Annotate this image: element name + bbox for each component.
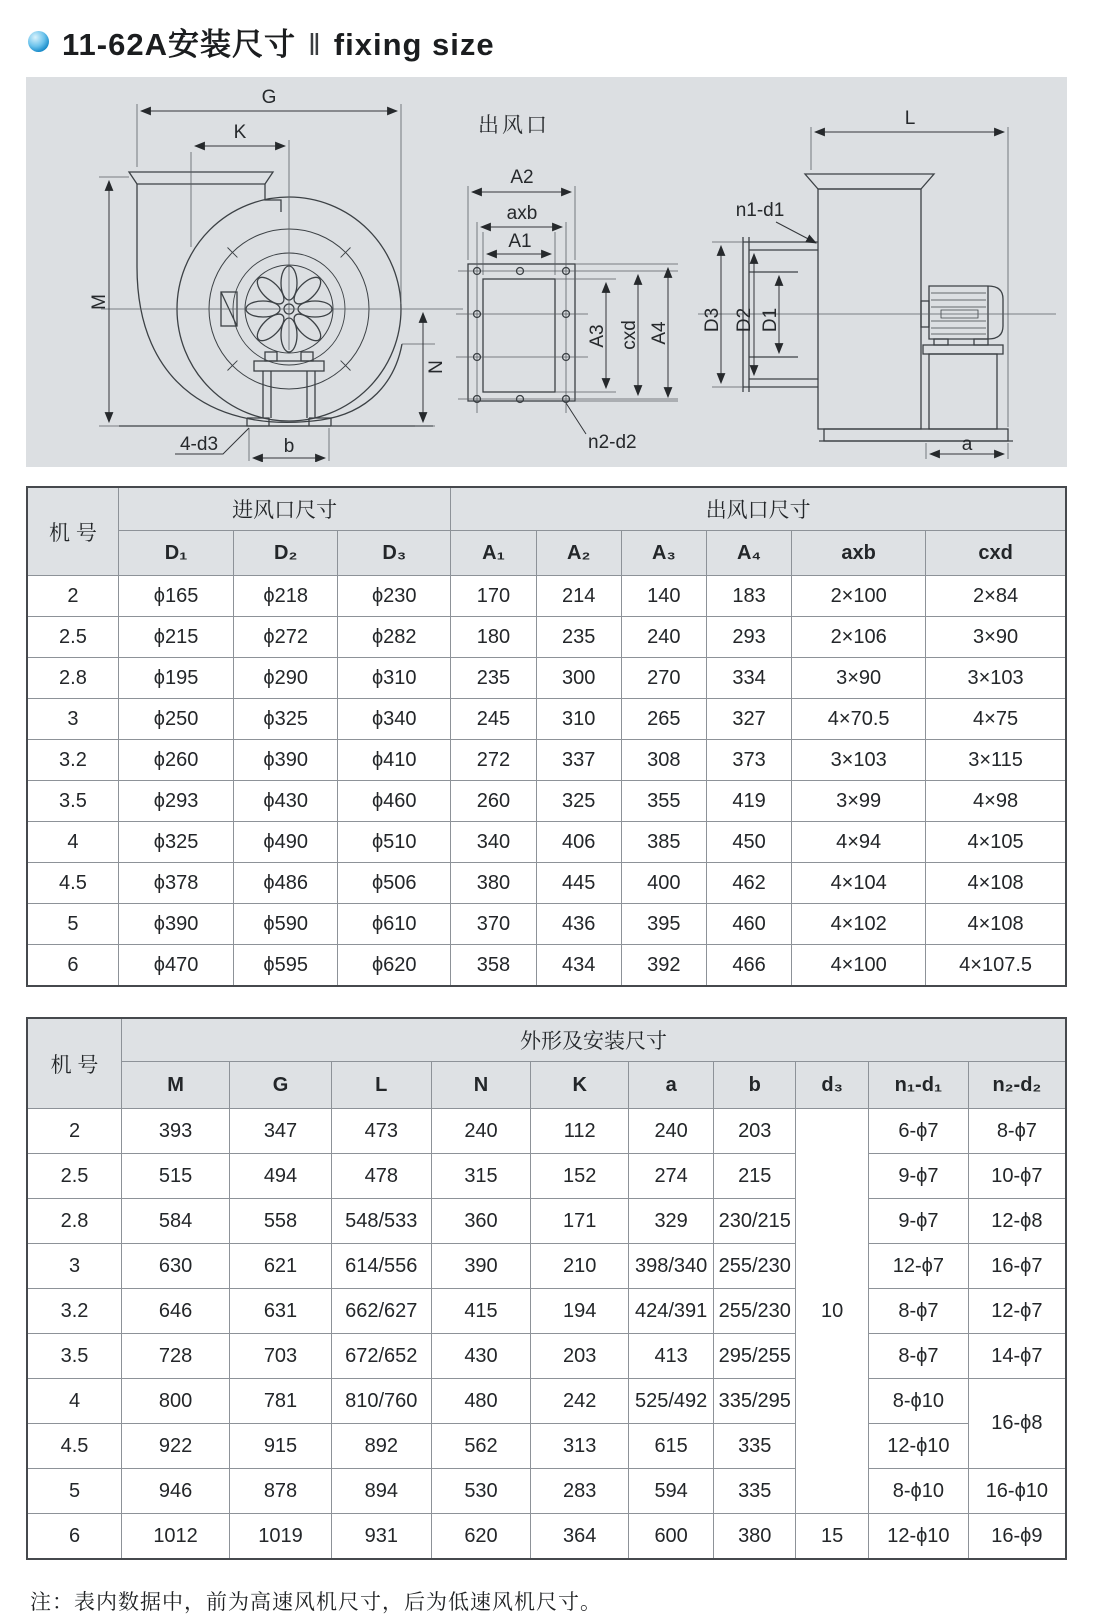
- dim-label-b: b: [283, 436, 295, 457]
- table-cell: 946: [122, 1469, 230, 1514]
- dim-label-a1: A1: [508, 231, 532, 252]
- table-cell: 4×94: [792, 822, 926, 863]
- table-cell: 295/255: [714, 1334, 796, 1379]
- dim-label-n1-d1: n1-d1: [735, 200, 785, 221]
- table-cell: 4×98: [926, 781, 1066, 822]
- table-cell: 419: [706, 781, 791, 822]
- table-cell: 413: [629, 1334, 714, 1379]
- table-cell: 810/760: [331, 1379, 431, 1424]
- table-cell: 415: [431, 1289, 531, 1334]
- table-cell: 10: [796, 1109, 869, 1514]
- table-cell: ϕ490: [234, 822, 338, 863]
- table-row: [27, 1154, 1066, 1199]
- fan-scroll-dimensions: [109, 111, 423, 458]
- table-cell: 2.5: [27, 617, 118, 658]
- fan-motor-side-view-drawing: [678, 82, 1067, 462]
- dim-label-n: N: [426, 360, 447, 374]
- table-cell: ϕ230: [338, 576, 451, 617]
- table-row: [27, 1244, 1066, 1289]
- table-cell: 240: [431, 1109, 531, 1154]
- table-cell: 12-ϕ10: [869, 1424, 969, 1469]
- table-cell: 10-ϕ7: [968, 1154, 1066, 1199]
- table-cell: 646: [122, 1289, 230, 1334]
- table-cell: 245: [451, 699, 536, 740]
- table-cell: 3.2: [27, 740, 118, 781]
- table-row: [27, 1424, 1066, 1469]
- table-cell: 360: [431, 1199, 531, 1244]
- table-cell: 424/391: [629, 1289, 714, 1334]
- table-cell: 12-ϕ10: [869, 1514, 969, 1560]
- table-cell: 3×99: [792, 781, 926, 822]
- table-cell: 3×90: [926, 617, 1066, 658]
- table-cell: 4×108: [926, 863, 1066, 904]
- table-row: [27, 1109, 1066, 1154]
- table-cell: ϕ460: [338, 781, 451, 822]
- table-cell: 800: [122, 1379, 230, 1424]
- table-cell: 621: [230, 1244, 332, 1289]
- table-cell: 395: [621, 904, 706, 945]
- table-cell: 340: [451, 822, 536, 863]
- table-cell: 393: [122, 1109, 230, 1154]
- header-a: a: [629, 1062, 714, 1109]
- table-cell: 355: [621, 781, 706, 822]
- page-header: [28, 20, 1067, 62]
- header-machine-no: 机 号: [27, 487, 118, 576]
- table-row: [27, 904, 1066, 945]
- table-cell: ϕ272: [234, 617, 338, 658]
- table-cell: 194: [531, 1289, 629, 1334]
- table-cell: ϕ430: [234, 781, 338, 822]
- table-cell: ϕ506: [338, 863, 451, 904]
- table-cell: 406: [536, 822, 621, 863]
- table-cell: 620: [431, 1514, 531, 1560]
- table-cell: 630: [122, 1244, 230, 1289]
- table-cell: 140: [621, 576, 706, 617]
- dim-label-a2: A2: [510, 167, 534, 188]
- table-cell: 315: [431, 1154, 531, 1199]
- table-row: [27, 576, 1066, 617]
- table-cell: ϕ610: [338, 904, 451, 945]
- table-cell: 5: [27, 1469, 122, 1514]
- table-cell: 392: [621, 945, 706, 987]
- header-outlet-group: 出风口尺寸: [451, 487, 1066, 531]
- table-cell: ϕ590: [234, 904, 338, 945]
- table-cell: 8-ϕ10: [869, 1379, 969, 1424]
- table-cell: 3.5: [27, 1334, 122, 1379]
- table-cell: 203: [714, 1109, 796, 1154]
- table-cell: ϕ290: [234, 658, 338, 699]
- table-cell: 364: [531, 1514, 629, 1560]
- header-d2: D₂: [234, 531, 338, 576]
- table-cell: 6: [27, 945, 118, 987]
- table-row: [27, 658, 1066, 699]
- table-cell: 494: [230, 1154, 332, 1199]
- table-cell: 434: [536, 945, 621, 987]
- table-cell: 310: [536, 699, 621, 740]
- table-cell: 1019: [230, 1514, 332, 1560]
- table-cell: ϕ486: [234, 863, 338, 904]
- table-cell: 12-ϕ7: [869, 1244, 969, 1289]
- table-cell: 327: [706, 699, 791, 740]
- table-cell: 4×108: [926, 904, 1066, 945]
- table-cell: ϕ250: [118, 699, 233, 740]
- dim-label-l: L: [904, 108, 916, 129]
- table-cell: 2: [27, 576, 118, 617]
- table-cell: 380: [714, 1514, 796, 1560]
- header-l: L: [331, 1062, 431, 1109]
- bullet-icon: [28, 31, 49, 52]
- table-cell: 235: [451, 658, 536, 699]
- table-cell: 525/492: [629, 1379, 714, 1424]
- table-cell: 335/295: [714, 1379, 796, 1424]
- table-cell: 430: [431, 1334, 531, 1379]
- header-axb: axb: [792, 531, 926, 576]
- table-cell: ϕ620: [338, 945, 451, 987]
- table-row: [27, 1334, 1066, 1379]
- table-cell: 478: [331, 1154, 431, 1199]
- dim-label-n2-d2: n2-d2: [588, 432, 637, 453]
- table-cell: 255/230: [714, 1244, 796, 1289]
- table-cell: 2: [27, 1109, 122, 1154]
- table-cell: 3.5: [27, 781, 118, 822]
- table-cell: 4: [27, 822, 118, 863]
- table-cell: 4×75: [926, 699, 1066, 740]
- table-cell: 662/627: [331, 1289, 431, 1334]
- overall-mounting-dimensions-table: [26, 1017, 1067, 1560]
- outlet-flange-lines: [468, 264, 575, 401]
- table-cell: 152: [531, 1154, 629, 1199]
- table-cell: 4×70.5: [792, 699, 926, 740]
- header-d3: d₃: [796, 1062, 869, 1109]
- table-cell: ϕ378: [118, 863, 233, 904]
- dim-label-m: M: [89, 294, 110, 310]
- outlet-flange-construction: [456, 186, 678, 413]
- table-cell: 183: [706, 576, 791, 617]
- technical-drawings-panel: [26, 77, 1067, 467]
- header-b: b: [714, 1062, 796, 1109]
- table-note: 注：表内数据中，前为高速风机尺寸，后为低速风机尺寸。: [30, 1591, 602, 1614]
- header-m: M: [122, 1062, 230, 1109]
- table-cell: 283: [531, 1469, 629, 1514]
- table-cell: 600: [629, 1514, 714, 1560]
- header-k: K: [531, 1062, 629, 1109]
- table-cell: 3: [27, 1244, 122, 1289]
- dim-label-axb: axb: [506, 203, 538, 224]
- table-cell: 466: [706, 945, 791, 987]
- table-row: [27, 1514, 1066, 1560]
- header-a3: A₃: [621, 531, 706, 576]
- dim-label-d1: D1: [760, 307, 781, 333]
- header-inlet-group: 进风口尺寸: [118, 487, 450, 531]
- table-cell: 473: [331, 1109, 431, 1154]
- table-cell: 235: [536, 617, 621, 658]
- table-cell: ϕ310: [338, 658, 451, 699]
- table-cell: 2×106: [792, 617, 926, 658]
- table-cell: ϕ195: [118, 658, 233, 699]
- table-cell: 9-ϕ7: [869, 1154, 969, 1199]
- table-cell: 1012: [122, 1514, 230, 1560]
- table-subheader-row: [27, 531, 1066, 576]
- table-cell: 4×100: [792, 945, 926, 987]
- table-cell: ϕ215: [118, 617, 233, 658]
- table-cell: 358: [451, 945, 536, 987]
- table-cell: 436: [536, 904, 621, 945]
- table-subheader-row: [27, 1062, 1066, 1109]
- table-row: [27, 740, 1066, 781]
- page-title: [62, 19, 495, 64]
- table-cell: 242: [531, 1379, 629, 1424]
- header-a2: A₂: [536, 531, 621, 576]
- table-cell: 12-ϕ8: [968, 1199, 1066, 1244]
- table-cell: 2×100: [792, 576, 926, 617]
- dim-label-g: G: [261, 87, 277, 108]
- table-cell: 562: [431, 1424, 531, 1469]
- table-row: [27, 945, 1066, 987]
- table-cell: 15: [796, 1514, 869, 1560]
- table-row: [27, 1469, 1066, 1514]
- header-a4: A₄: [706, 531, 791, 576]
- table-cell: 329: [629, 1199, 714, 1244]
- table-cell: ϕ470: [118, 945, 233, 987]
- table-cell: 373: [706, 740, 791, 781]
- table-cell: 2.8: [27, 658, 118, 699]
- table-cell: 398/340: [629, 1244, 714, 1289]
- table-cell: 3: [27, 699, 118, 740]
- table-cell: 300: [536, 658, 621, 699]
- title-zh: 11-62A安装尺寸: [62, 26, 296, 62]
- table-cell: 672/652: [331, 1334, 431, 1379]
- table-cell: 12-ϕ7: [968, 1289, 1066, 1334]
- table-cell: 380: [451, 863, 536, 904]
- title-divider: ‖: [307, 26, 322, 62]
- table-cell: 4×107.5: [926, 945, 1066, 987]
- table-cell: ϕ325: [118, 822, 233, 863]
- table-cell: 4×104: [792, 863, 926, 904]
- dim-label-a: a: [961, 434, 973, 455]
- table-cell: 3.2: [27, 1289, 122, 1334]
- table-cell: 614/556: [331, 1244, 431, 1289]
- table-cell: 260: [451, 781, 536, 822]
- dim-label-d2: D2: [734, 307, 755, 333]
- table-cell: 548/533: [331, 1199, 431, 1244]
- table-cell: 370: [451, 904, 536, 945]
- table-cell: 210: [531, 1244, 629, 1289]
- table-cell: 215: [714, 1154, 796, 1199]
- table-cell: 915: [230, 1424, 332, 1469]
- table-row: [27, 781, 1066, 822]
- table-cell: 347: [230, 1109, 332, 1154]
- table-cell: 4×102: [792, 904, 926, 945]
- table-cell: 334: [706, 658, 791, 699]
- table-cell: 6: [27, 1514, 122, 1560]
- table-cell: 4: [27, 1379, 122, 1424]
- table-cell: 16-ϕ10: [968, 1469, 1066, 1514]
- table-cell: 385: [621, 822, 706, 863]
- table-cell: 462: [706, 863, 791, 904]
- table-cell: 180: [451, 617, 536, 658]
- fan-scroll-lines: [119, 172, 433, 426]
- table-cell: ϕ390: [234, 740, 338, 781]
- table-cell: 337: [536, 740, 621, 781]
- table-cell: 335: [714, 1469, 796, 1514]
- table-cell: 240: [629, 1109, 714, 1154]
- table-cell: ϕ510: [338, 822, 451, 863]
- header-d3: D₃: [338, 531, 451, 576]
- fan-scroll-view-drawing: [71, 82, 471, 462]
- table-cell: 3×103: [926, 658, 1066, 699]
- table-cell: 515: [122, 1154, 230, 1199]
- table-cell: 214: [536, 576, 621, 617]
- outlet-flange-drawing: [438, 82, 708, 462]
- table-cell: 16-ϕ9: [968, 1514, 1066, 1560]
- table-cell: 308: [621, 740, 706, 781]
- table-cell: 5: [27, 904, 118, 945]
- header-a1: A₁: [451, 531, 536, 576]
- table-cell: 6-ϕ7: [869, 1109, 969, 1154]
- table-row: [27, 863, 1066, 904]
- table-cell: 390: [431, 1244, 531, 1289]
- table-cell: 3×115: [926, 740, 1066, 781]
- table-cell: 240: [621, 617, 706, 658]
- table-cell: 878: [230, 1469, 332, 1514]
- title-en: fixing size: [333, 26, 495, 62]
- table-cell: ϕ218: [234, 576, 338, 617]
- dim-label-k: K: [233, 122, 247, 143]
- table-cell: 558: [230, 1199, 332, 1244]
- table-cell: 584: [122, 1199, 230, 1244]
- header-outline-group: 外形及安装尺寸: [122, 1018, 1066, 1062]
- table-cell: 272: [451, 740, 536, 781]
- table-header-row: [27, 487, 1066, 531]
- table-row: [27, 1289, 1066, 1334]
- table-cell: 170: [451, 576, 536, 617]
- table-cell: 460: [706, 904, 791, 945]
- table-cell: 274: [629, 1154, 714, 1199]
- header-n1-d1: n₁-d₁: [869, 1062, 969, 1109]
- table-cell: 703: [230, 1334, 332, 1379]
- table-cell: 2×84: [926, 576, 1066, 617]
- dim-label-cxd: cxd: [619, 320, 640, 350]
- table-cell: 255/230: [714, 1289, 796, 1334]
- table-cell: 171: [531, 1199, 629, 1244]
- table-cell: 894: [331, 1469, 431, 1514]
- table-cell: 594: [629, 1469, 714, 1514]
- table-cell: 230/215: [714, 1199, 796, 1244]
- table-row: [27, 1199, 1066, 1244]
- outlet-title: 出风口: [478, 114, 550, 137]
- header-d1: D₁: [118, 531, 233, 576]
- table-cell: ϕ293: [118, 781, 233, 822]
- table-cell: 615: [629, 1424, 714, 1469]
- table-cell: 8-ϕ7: [968, 1109, 1066, 1154]
- table-cell: 335: [714, 1424, 796, 1469]
- table-cell: 4×105: [926, 822, 1066, 863]
- header-g: G: [230, 1062, 332, 1109]
- table-header-row: [27, 1018, 1066, 1062]
- table-cell: ϕ340: [338, 699, 451, 740]
- table-cell: 8-ϕ10: [869, 1469, 969, 1514]
- table-cell: ϕ390: [118, 904, 233, 945]
- table-cell: 313: [531, 1424, 629, 1469]
- table-cell: ϕ260: [118, 740, 233, 781]
- table-cell: 2.5: [27, 1154, 122, 1199]
- table-cell: 892: [331, 1424, 431, 1469]
- table-cell: 8-ϕ7: [869, 1334, 969, 1379]
- table-cell: 3×103: [792, 740, 926, 781]
- table-cell: ϕ410: [338, 740, 451, 781]
- table-cell: 931: [331, 1514, 431, 1560]
- table-cell: 265: [621, 699, 706, 740]
- table-cell: 8-ϕ7: [869, 1289, 969, 1334]
- header-cxd: cxd: [926, 531, 1066, 576]
- table-row: [27, 822, 1066, 863]
- table-cell: 450: [706, 822, 791, 863]
- table-cell: 270: [621, 658, 706, 699]
- table-cell: 922: [122, 1424, 230, 1469]
- table-row: [27, 617, 1066, 658]
- table-cell: 9-ϕ7: [869, 1199, 969, 1244]
- inlet-outlet-dimensions-table: [26, 486, 1067, 987]
- dim-label-4-d3: 4-d3: [179, 434, 219, 455]
- table-cell: 400: [621, 863, 706, 904]
- table-cell: 325: [536, 781, 621, 822]
- table-cell: 16-ϕ7: [968, 1244, 1066, 1289]
- table-cell: 203: [531, 1334, 629, 1379]
- table-cell: ϕ595: [234, 945, 338, 987]
- table-cell: 14-ϕ7: [968, 1334, 1066, 1379]
- header-machine-no: 机 号: [27, 1018, 122, 1109]
- table-cell: 2.8: [27, 1199, 122, 1244]
- table-cell: 781: [230, 1379, 332, 1424]
- table-cell: 728: [122, 1334, 230, 1379]
- table-cell: 480: [431, 1379, 531, 1424]
- table-cell: 631: [230, 1289, 332, 1334]
- table-row: [27, 1379, 1066, 1424]
- table-cell: 3×90: [792, 658, 926, 699]
- table-row: [27, 699, 1066, 740]
- header-n: N: [431, 1062, 531, 1109]
- table-cell: ϕ282: [338, 617, 451, 658]
- table-cell: 4.5: [27, 1424, 122, 1469]
- table-cell: ϕ325: [234, 699, 338, 740]
- header-n2-d2: n₂-d₂: [968, 1062, 1066, 1109]
- table-cell: ϕ165: [118, 576, 233, 617]
- table-cell: 445: [536, 863, 621, 904]
- dim-label-d3: D3: [702, 307, 723, 333]
- table-cell: 4.5: [27, 863, 118, 904]
- dim-label-a4: A4: [649, 321, 670, 345]
- table-cell: 530: [431, 1469, 531, 1514]
- table-cell: 112: [531, 1109, 629, 1154]
- table-cell: 293: [706, 617, 791, 658]
- dim-label-a3: A3: [587, 324, 608, 348]
- table-cell: 16-ϕ8: [968, 1379, 1066, 1469]
